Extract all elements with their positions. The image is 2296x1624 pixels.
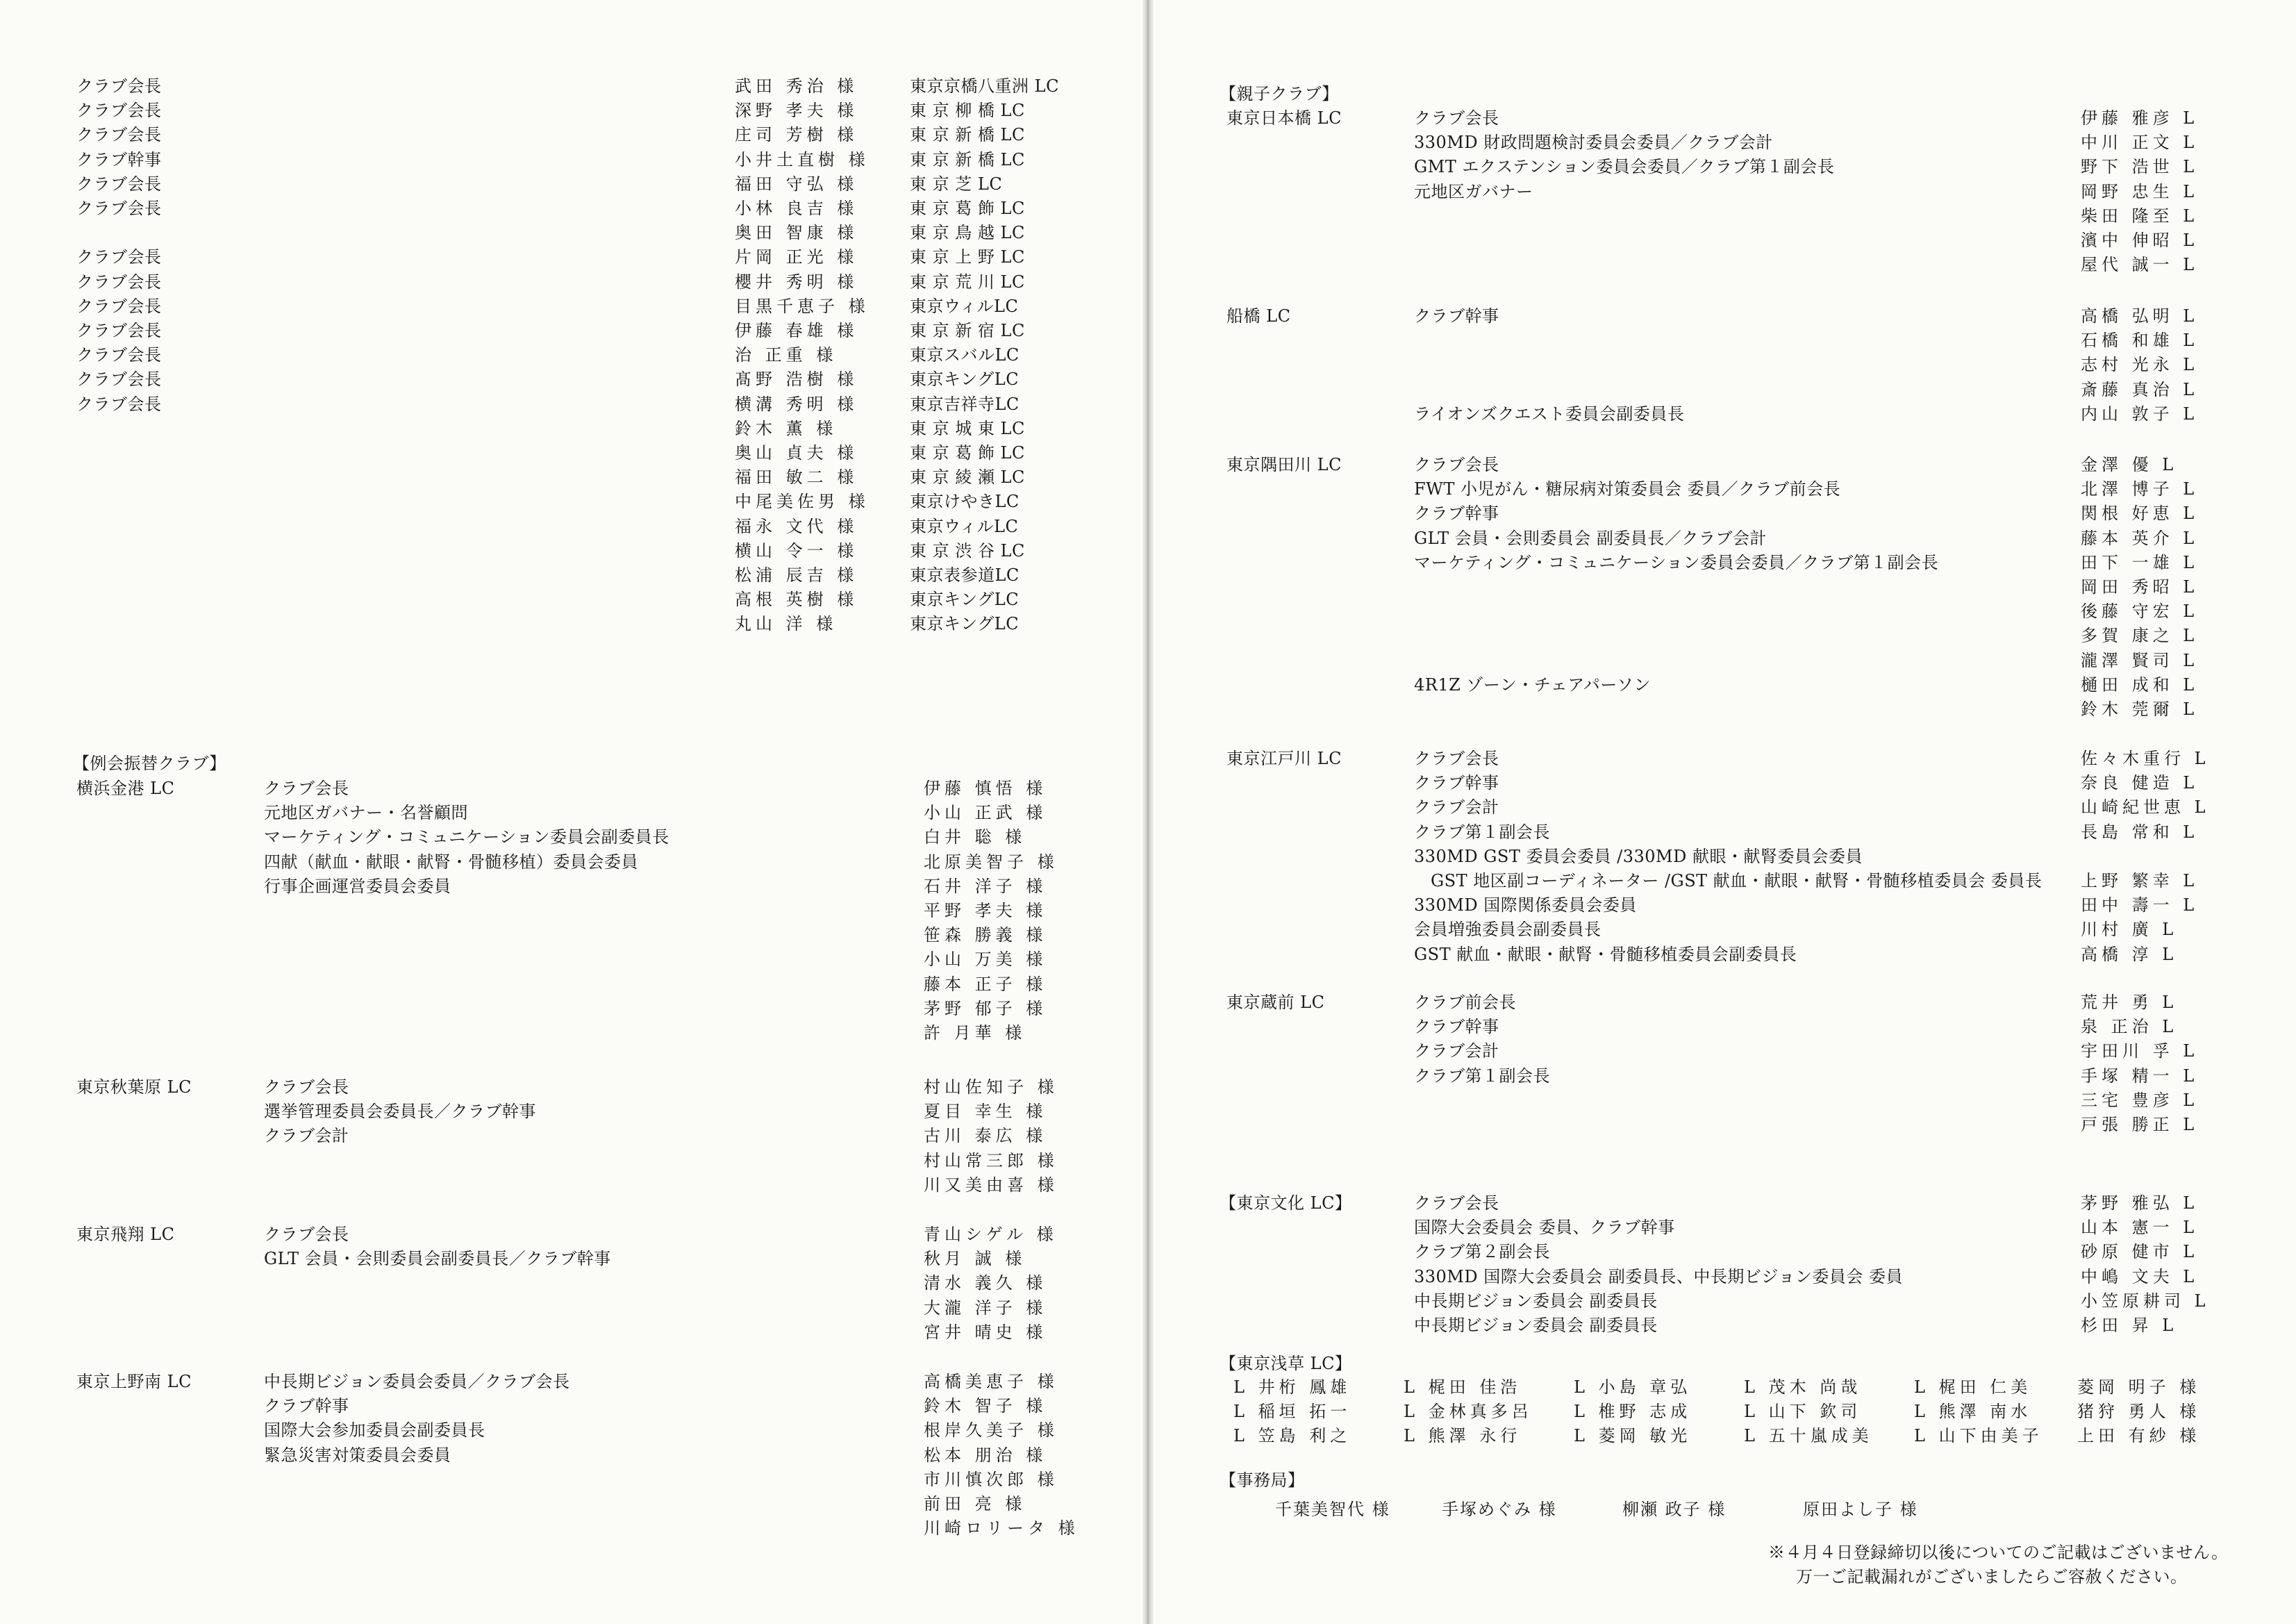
club-label: 東京飛翔 LC xyxy=(76,1225,175,1244)
role-label: クラブ会長 xyxy=(1414,1193,1499,1213)
club-name: 東京吉祥寺LC xyxy=(910,394,1020,414)
club-name: 東 京 渋 谷 LC xyxy=(910,540,1025,561)
member-name: 上田 有紗 様 xyxy=(2077,1426,2201,1446)
role-label: GST 献血・献眼・献腎・骨髄移植委員会副委員長 xyxy=(1414,944,1797,964)
role-label: クラブ会長 xyxy=(76,345,162,365)
member-name: 川又美由喜 様 xyxy=(924,1175,1058,1195)
role-label: FWT 小児がん・糖尿病対策委員会 委員／クラブ前会長 xyxy=(1414,479,1841,499)
member-name: 猪狩 勇人 様 xyxy=(2077,1402,2201,1422)
member-name: 横山 令一 様 xyxy=(735,540,858,561)
staff-name: 手塚めぐみ 様 xyxy=(1442,1500,1557,1519)
staff-name: 柳瀬 政子 様 xyxy=(1622,1500,1727,1519)
staff-name: 千葉美智代 様 xyxy=(1275,1500,1390,1519)
role-label: クラブ会長 xyxy=(76,125,162,145)
member-name: 小山 正武 様 xyxy=(924,803,1047,823)
member-name: 夏目 幸生 様 xyxy=(924,1102,1047,1122)
member-name: 庄司 芳樹 様 xyxy=(735,125,858,145)
role-label: 330MD GST 委員会委員 /330MD 献眼・献腎委員会委員 xyxy=(1414,846,1863,866)
section-heading: 【親子クラブ】 xyxy=(1220,84,1339,103)
member-name: 平野 孝夫 様 xyxy=(924,901,1047,920)
member-name: 手塚 精一 L xyxy=(2081,1066,2199,1086)
member-name: 小林 良吉 様 xyxy=(735,199,858,218)
club-label: 東京隅田川 LC xyxy=(1226,455,1342,474)
role-label: クラブ会長 xyxy=(76,370,162,390)
member-name: 岡野 忠生 L xyxy=(2081,181,2199,201)
club-name: 東京スバルLC xyxy=(910,345,1020,365)
club-label: 東京上野南 LC xyxy=(76,1372,192,1391)
role-label: クラブ会計 xyxy=(1414,1041,1499,1061)
member-name: 鈴木 智子 様 xyxy=(924,1396,1047,1416)
member-name: 藤本 正子 様 xyxy=(924,974,1047,994)
member-name: 青山シゲル 様 xyxy=(924,1225,1058,1244)
role-label: クラブ会長 xyxy=(76,247,162,267)
club-name: 東京キングLC xyxy=(910,590,1020,610)
club-name: 東 京 柳 橋 LC xyxy=(910,101,1025,121)
member-name: 丸山 洋 様 xyxy=(735,614,838,634)
member-name: 小笠原耕司 L xyxy=(2081,1291,2210,1311)
member-name: 櫻井 秀明 様 xyxy=(735,272,858,292)
member-name: 許 月華 様 xyxy=(924,1023,1026,1043)
club-name: 東 京 新 宿 LC xyxy=(910,321,1025,340)
member-name: 石橋 和雄 L xyxy=(2081,331,2199,351)
club-name: 東京キングLC xyxy=(910,370,1020,390)
role-label: クラブ会計 xyxy=(1414,797,1499,818)
member-name: 上野 繁幸 L xyxy=(2081,871,2199,890)
member-name: 三宅 豊彦 L xyxy=(2081,1090,2199,1110)
role-label: マーケティング・コミュニケーション委員会副委員長 xyxy=(264,827,669,847)
role-label: GLT 会員・会則委員会 副委員長／クラブ会計 xyxy=(1414,528,1767,548)
member-name: 小山 万美 様 xyxy=(924,950,1047,970)
role-label: クラブ幹事 xyxy=(1414,504,1499,524)
club-label: 東京日本橋 LC xyxy=(1226,108,1342,128)
role-label: 四献（献血・献眼・献腎・骨髄移植）委員会委員 xyxy=(264,852,638,872)
member-name: L 梶田 佳浩 xyxy=(1404,1377,1522,1397)
member-name: L 金林真多呂 xyxy=(1404,1402,1533,1422)
member-name: 武田 秀治 様 xyxy=(735,76,858,96)
member-name: 村山佐知子 様 xyxy=(924,1077,1058,1097)
role-label: クラブ会長 xyxy=(1414,108,1499,128)
club-name: 東 京 上 野 LC xyxy=(910,247,1025,267)
member-name: 柴田 隆至 L xyxy=(2081,206,2199,226)
role-label: 国際大会参加委員会副委員長 xyxy=(264,1420,485,1441)
role-label: 緊急災害対策委員会委員 xyxy=(264,1445,451,1465)
member-name: 川崎ロリータ 様 xyxy=(924,1518,1079,1539)
member-name: 内山 敦子 L xyxy=(2081,404,2199,424)
member-name: 岡田 秀昭 L xyxy=(2081,577,2199,597)
member-name: 戸張 勝正 L xyxy=(2081,1115,2199,1134)
role-label: クラブ第１副会長 xyxy=(1414,822,1550,842)
club-name: 東 京 新 橋 LC xyxy=(910,125,1025,145)
member-name: 松浦 辰吉 様 xyxy=(735,565,858,585)
member-name: 茅野 郁子 様 xyxy=(924,998,1047,1018)
member-name: 屋代 誠一 L xyxy=(2081,255,2199,275)
role-label: GST 地区副コーディネーター /GST 献血・献眼・献腎・骨髄移植委員会 委員長 xyxy=(1431,871,2043,890)
role-label: 4R1Z ゾーン・チェアパーソン xyxy=(1414,674,1651,695)
club-name: 東 京 芝 LC xyxy=(910,174,1003,194)
member-name: 藤本 英介 L xyxy=(2081,528,2199,548)
member-name: 川村 廣 L xyxy=(2081,920,2178,940)
member-name: 長島 常和 L xyxy=(2081,822,2199,842)
member-name: 伊藤 雅彦 L xyxy=(2081,108,2199,128)
role-label: クラブ幹事 xyxy=(76,149,162,169)
role-label: ライオンズクエスト委員会副委員長 xyxy=(1414,404,1685,424)
member-name: 田中 壽一 L xyxy=(2081,895,2199,915)
member-name: 茅野 雅弘 L xyxy=(2081,1193,2199,1213)
member-name: 高根 英樹 様 xyxy=(735,590,858,610)
member-name: 石井 洋子 様 xyxy=(924,876,1047,896)
staff-name: 原田よし子 様 xyxy=(1803,1500,1918,1519)
role-label: クラブ会長 xyxy=(76,272,162,292)
role-label: 中長期ビジョン委員会 副委員長 xyxy=(1414,1316,1658,1335)
role-label: クラブ幹事 xyxy=(1414,306,1499,326)
role-label: 330MD 国際大会委員会 副委員長、中長期ビジョン委員会 委員 xyxy=(1414,1266,1904,1286)
role-label: 元地区ガバナー・名誉顧問 xyxy=(264,803,468,823)
role-label: クラブ前会長 xyxy=(1414,993,1516,1012)
member-name: L 山下由美子 xyxy=(1914,1426,2043,1446)
member-name: 佐々木重行 L xyxy=(2081,749,2210,768)
role-label: GLT 会員・会則委員会副委員長／クラブ幹事 xyxy=(264,1249,611,1269)
section-heading: 【東京浅草 LC】 xyxy=(1220,1354,1352,1373)
member-name: 瀧澤 賢司 L xyxy=(2081,650,2199,670)
club-name: 東 京 葛 飾 LC xyxy=(910,443,1025,463)
member-name: 関根 好恵 L xyxy=(2081,504,2199,524)
section-heading: 【事務局】 xyxy=(1220,1470,1305,1490)
member-name: 高橋美恵子 様 xyxy=(924,1372,1058,1391)
role-label: クラブ第２副会長 xyxy=(1414,1242,1550,1262)
club-name: 東京表参道LC xyxy=(910,565,1020,585)
member-name: 目黒千恵子 様 xyxy=(735,296,870,316)
role-label: クラブ会長 xyxy=(76,394,162,414)
member-name: 髙野 浩樹 様 xyxy=(735,370,858,390)
member-name: 古川 泰広 様 xyxy=(924,1126,1047,1146)
member-name: 荒井 勇 L xyxy=(2081,993,2178,1012)
member-name: 北澤 博子 L xyxy=(2081,479,2199,499)
member-name: 清水 義久 様 xyxy=(924,1273,1047,1293)
member-name: L 小島 章弘 xyxy=(1574,1377,1692,1397)
role-label: クラブ会長 xyxy=(76,174,162,194)
role-label: 元地区ガバナー xyxy=(1414,181,1533,201)
member-name: 高橋 弘明 L xyxy=(2081,306,2199,326)
club-name: 東 京 城 東 LC xyxy=(910,418,1025,438)
club-name: 東 京 荒 川 LC xyxy=(910,272,1025,292)
member-name: 金澤 優 L xyxy=(2081,455,2178,474)
member-name: 小井土直樹 様 xyxy=(735,149,870,169)
club-name: 東 京 鳥 越 LC xyxy=(910,223,1025,243)
role-label: 選挙管理委員会委員長／クラブ幹事 xyxy=(264,1102,536,1122)
member-name: 伊藤 春雄 様 xyxy=(735,321,858,340)
member-name: 片岡 正光 様 xyxy=(735,247,858,267)
club-name: 東京ウィルLC xyxy=(910,296,1019,316)
role-label: クラブ幹事 xyxy=(1414,1017,1499,1037)
member-name: L 稲垣 拓一 xyxy=(1233,1402,1351,1422)
role-label: クラブ会長 xyxy=(76,101,162,121)
member-name: 市川慎次郎 様 xyxy=(924,1469,1058,1489)
member-name: L 椎野 志成 xyxy=(1574,1402,1692,1422)
club-label: 横浜金港 LC xyxy=(76,779,175,798)
member-name: 伊藤 慎悟 様 xyxy=(924,779,1047,798)
member-name: 菱岡 明子 様 xyxy=(2077,1377,2201,1397)
role-label: クラブ幹事 xyxy=(1414,773,1499,793)
member-name: 中川 正文 L xyxy=(2081,133,2199,153)
member-name: 松本 朋治 様 xyxy=(924,1445,1047,1465)
section-heading: 【例会振替クラブ】 xyxy=(73,754,226,773)
member-name: 志村 光永 L xyxy=(2081,355,2199,375)
role-label: 中長期ビジョン委員会委員／クラブ会長 xyxy=(264,1372,570,1391)
member-name: 村山常三郎 様 xyxy=(924,1150,1058,1170)
role-label: 330MD 財政問題検討委員会委員／クラブ会計 xyxy=(1414,133,1773,153)
member-name: L 笠島 利之 xyxy=(1233,1426,1351,1446)
member-name: 中嶋 文夫 L xyxy=(2081,1266,2199,1286)
role-label: 行事企画運営委員会委員 xyxy=(264,876,451,896)
footnote: ※４月４日登録締切以後についてのご記載はございません。 xyxy=(1768,1543,2229,1562)
member-name: 斎藤 真治 L xyxy=(2081,379,2199,399)
role-label: クラブ第１副会長 xyxy=(1414,1066,1550,1086)
club-label: 東京蔵前 LC xyxy=(1226,993,1325,1012)
role-label: クラブ会長 xyxy=(1414,749,1499,768)
member-name: 笹森 勝義 様 xyxy=(924,925,1047,945)
member-name: 野下 浩世 L xyxy=(2081,157,2199,177)
member-name: 福永 文代 様 xyxy=(735,516,858,536)
member-name: 杉田 昇 L xyxy=(2081,1316,2178,1335)
member-name: 前田 亮 様 xyxy=(924,1494,1026,1514)
club-label: 東京秋葉原 LC xyxy=(76,1077,192,1097)
member-name: 高橋 淳 L xyxy=(2081,944,2178,964)
member-name: 砂原 健市 L xyxy=(2081,1242,2199,1262)
member-name: L 五十嵐成美 xyxy=(1744,1426,1873,1446)
member-name: 中尾美佐男 様 xyxy=(735,492,870,512)
member-name: 田下 一雄 L xyxy=(2081,552,2199,572)
member-name: 根岸久美子 様 xyxy=(924,1420,1058,1441)
role-label: クラブ会長 xyxy=(76,76,162,96)
member-name: 山本 憲一 L xyxy=(2081,1218,2199,1238)
club-name: 東 京 新 橋 LC xyxy=(910,149,1025,169)
member-name: 深野 孝夫 様 xyxy=(735,101,858,121)
role-label: クラブ会計 xyxy=(264,1126,349,1146)
club-name: 東京けやきLC xyxy=(910,492,1020,512)
club-name: 東京ウィルLC xyxy=(910,516,1019,536)
member-name: 大瀧 洋子 様 xyxy=(924,1298,1047,1318)
member-name: 福田 守弘 様 xyxy=(735,174,858,194)
member-name: L 茂木 尚哉 xyxy=(1744,1377,1862,1397)
member-name: 奥田 智康 様 xyxy=(735,223,858,243)
member-name: 鈴木 薫 様 xyxy=(735,418,838,438)
member-name: 泉 正治 L xyxy=(2081,1017,2178,1037)
member-name: L 梶田 仁美 xyxy=(1914,1377,2032,1397)
role-label: クラブ会長 xyxy=(76,199,162,218)
club-name: 東京京橋八重洲 LC xyxy=(910,76,1059,96)
club-label: 東京江戸川 LC xyxy=(1226,749,1342,768)
footnote: 万一ご記載漏れがございましたらご容赦ください。 xyxy=(1796,1567,2188,1586)
role-label: クラブ幹事 xyxy=(264,1396,349,1416)
role-label: 中長期ビジョン委員会 副委員長 xyxy=(1414,1291,1658,1311)
member-name: L 菱岡 敏光 xyxy=(1574,1426,1692,1446)
member-name: 後藤 守宏 L xyxy=(2081,602,2199,622)
book-gutter xyxy=(1142,0,1154,1624)
member-name: 宇田川 孚 L xyxy=(2081,1041,2199,1061)
role-label: 国際大会委員会 委員、クラブ幹事 xyxy=(1414,1218,1675,1238)
member-name: 濱中 伸昭 L xyxy=(2081,231,2199,250)
role-label: 330MD 国際関係委員会委員 xyxy=(1414,895,1637,915)
member-name: 鈴木 莞爾 L xyxy=(2081,699,2199,719)
role-label: クラブ会長 xyxy=(1414,455,1499,474)
member-name: L 熊澤 永行 xyxy=(1404,1426,1522,1446)
role-label: クラブ会長 xyxy=(264,779,349,798)
member-name: 治 正重 様 xyxy=(735,345,838,365)
member-name: 奥山 貞夫 様 xyxy=(735,443,858,463)
section-heading: 【東京文化 LC】 xyxy=(1220,1193,1352,1213)
member-name: 宮井 晴史 様 xyxy=(924,1322,1047,1342)
role-label: クラブ会長 xyxy=(76,321,162,340)
member-name: 山崎紀世恵 L xyxy=(2081,797,2210,818)
member-name: 横溝 秀明 様 xyxy=(735,394,858,414)
role-label: クラブ会長 xyxy=(264,1225,349,1244)
member-name: 秋月 誠 様 xyxy=(924,1249,1026,1269)
member-name: L 熊澤 南水 xyxy=(1914,1402,2032,1422)
role-label: 会員増強委員会副委員長 xyxy=(1414,920,1602,940)
role-label: クラブ会長 xyxy=(264,1077,349,1097)
role-label: クラブ会長 xyxy=(76,296,162,316)
member-name: 北原美智子 様 xyxy=(924,852,1058,872)
club-label: 船橋 LC xyxy=(1226,306,1291,326)
member-name: 福田 敏二 様 xyxy=(735,467,858,488)
club-name: 東 京 綾 瀬 LC xyxy=(910,467,1025,488)
member-name: 樋田 成和 L xyxy=(2081,674,2199,695)
member-name: 白井 聡 様 xyxy=(924,827,1026,847)
role-label: マーケティング・コミュニケーション委員会委員／クラブ第１副会長 xyxy=(1414,552,1939,572)
member-name: L 山下 欽司 xyxy=(1744,1402,1862,1422)
club-name: 東京キングLC xyxy=(910,614,1020,634)
member-name: L 井桁 鳳雄 xyxy=(1233,1377,1351,1397)
club-name: 東 京 葛 飾 LC xyxy=(910,199,1025,218)
member-name: 奈良 健造 L xyxy=(2081,773,2199,793)
member-name: 多賀 康之 L xyxy=(2081,626,2199,646)
role-label: GMT エクステンション委員会委員／クラブ第１副会長 xyxy=(1414,157,1835,177)
